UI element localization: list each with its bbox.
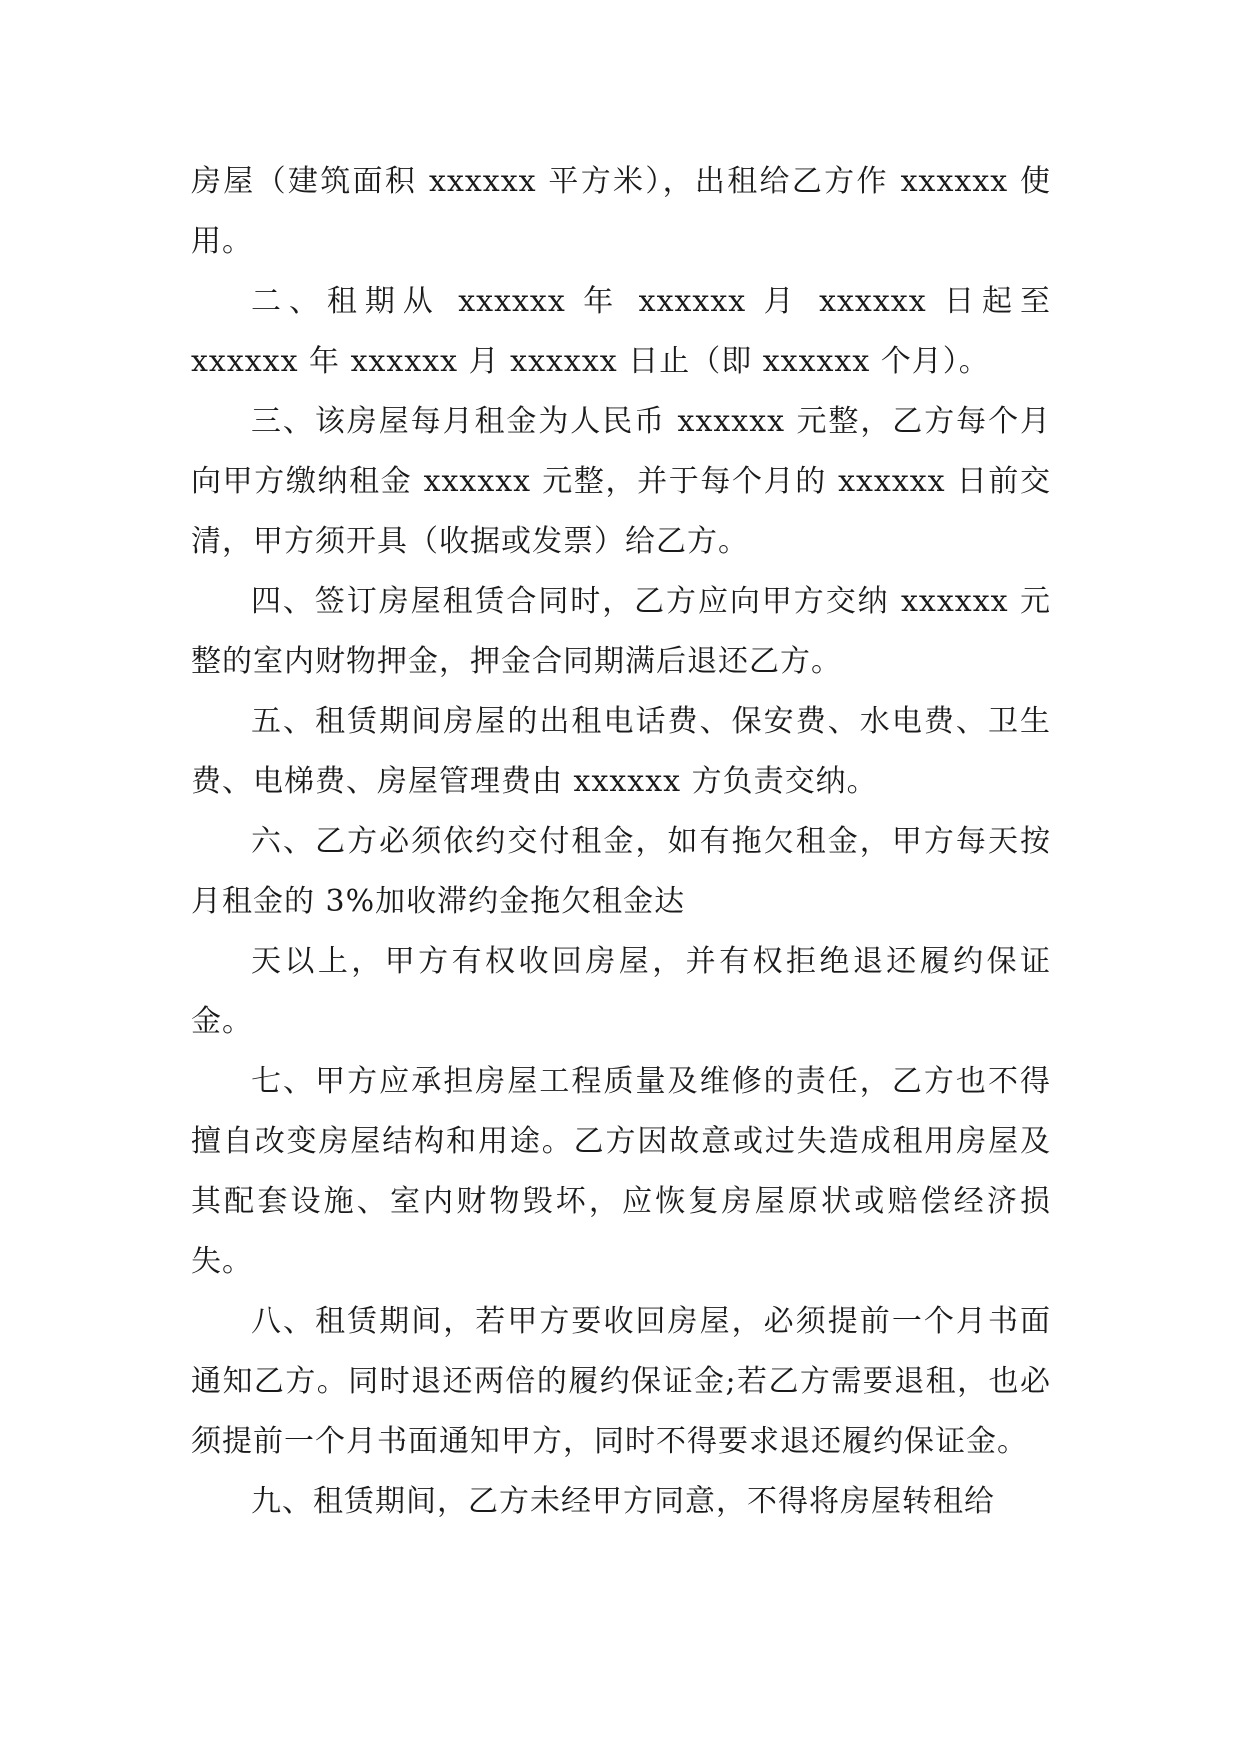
document-body <box>191 152 1051 1532</box>
paragraph-clause-6-continued: 天以上，甲方有权收回房屋，并有权拒绝退还履约保证金。 <box>191 944 1051 1039</box>
paragraph-clause-2-lease-term: 二、租期从 xxxxxx 年 xxxxxx 月 xxxxxx 日起至 xxxxxx 年 xxxxxx 月 xxxxxx 日止（即 xxxxxx 个月）。 <box>191 284 1051 379</box>
paragraph-clause-3-rent: 三、该房屋每月租金为人民币 xxxxxx 元整，乙方每个月向甲方缴纳租金 xxxxxx 元整，并于每个月的 xxxxxx 日前交清，甲方须开具（收据或发票）给乙方。 <box>191 404 1051 559</box>
paragraph-clause-5-fees: 五、租赁期间房屋的出租电话费、保安费、水电费、卫生费、电梯费、房屋管理费由 xxxxxx 方负责交纳。 <box>191 704 1051 799</box>
paragraph-clause-7-maintenance: 七、甲方应承担房屋工程质量及维修的责任，乙方也不得擅自改变房屋结构和用途。乙方因故意或过失造成租用房屋及其配套设施、室内财物毁坏，应恢复房屋原状或赔偿经济损失。 <box>191 1064 1051 1279</box>
paragraph-clause-6-late-payment: 六、乙方必须依约交付租金，如有拖欠租金，甲方每天按月租金的 3%加收滞约金拖欠租金达 <box>191 824 1051 919</box>
paragraph-clause-8-termination: 八、租赁期间，若甲方要收回房屋，必须提前一个月书面通知乙方。同时退还两倍的履约保证金;若乙方需要退租，也必须提前一个月书面通知甲方，同时不得要求退还履约保证金。 <box>191 1304 1051 1459</box>
paragraph-clause-9-sublease: 九、租赁期间，乙方未经甲方同意，不得将房屋转租给 <box>251 1484 995 1519</box>
paragraph-clause-4-deposit: 四、签订房屋租赁合同时，乙方应向甲方交纳 xxxxxx 元整的室内财物押金，押金合同期满后退还乙方。 <box>191 584 1051 679</box>
paragraph-continued-premises: 房屋（建筑面积 xxxxxx 平方米），出租给乙方作 xxxxxx 使用。 <box>191 164 1051 259</box>
